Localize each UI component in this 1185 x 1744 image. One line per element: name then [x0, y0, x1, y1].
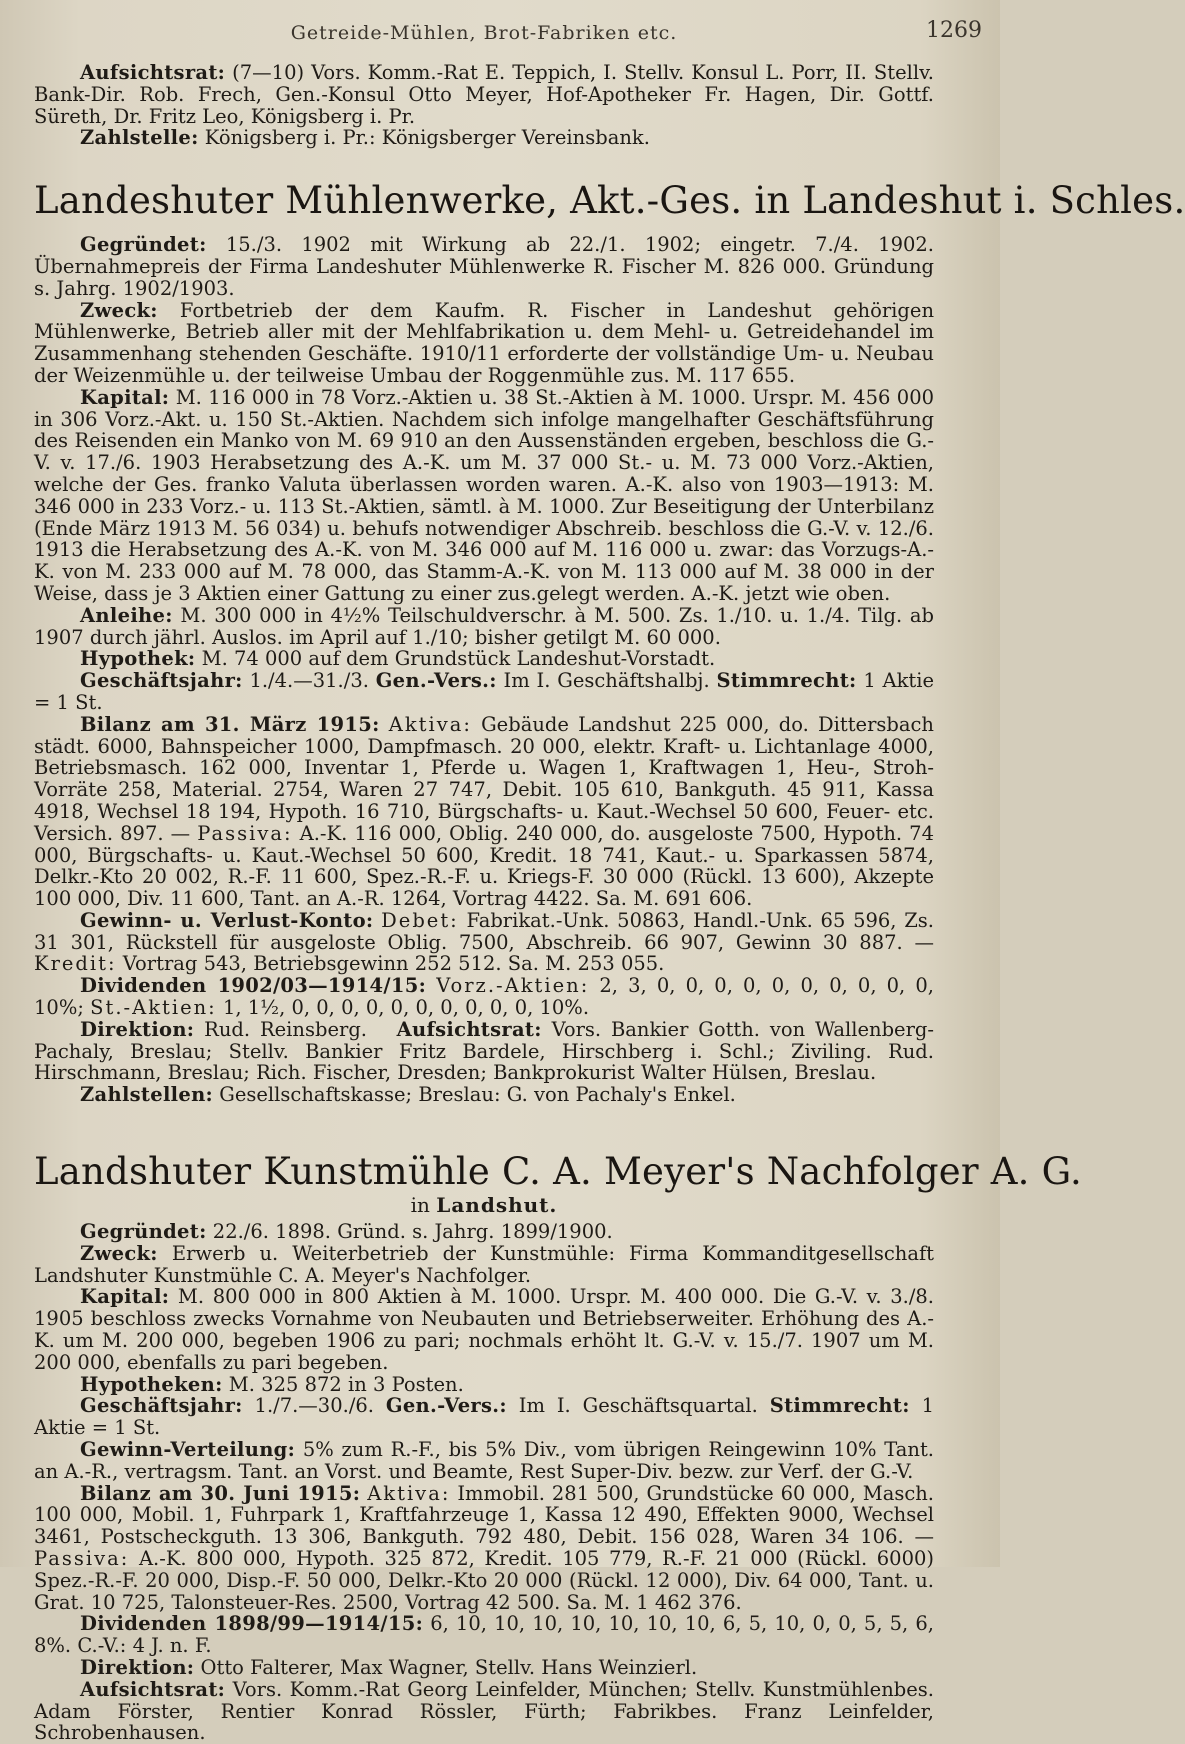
c1-zahlstellen	[34, 1084, 934, 1106]
prev-aufsichtsrat	[34, 62, 934, 127]
label: Zahlstellen:	[80, 1083, 214, 1107]
text: Rud. Reinsberg.	[204, 1017, 367, 1041]
text: Im I. Geschäftshalbj.	[503, 669, 710, 693]
label: Zweck:	[80, 1241, 158, 1265]
text: Gebäude Landshut 225 000, do. Dittersbach städt. 6000, Bahnspeicher 1000, Dampfmasch. 20 000, elektr. Kraft- u. Lichtanlage 4000, Betriebsmasch. 162 000, Inventar 1, Pferde u. Wagen 1, Kraftwagen 1, Heu-, Stroh-Vorräte 258, Material. 2754, Waren 27 747, Debit. 105 610, Bankguth. 45 911, Kassa 4918, Wechsel 18 194, Hypoth. 16 710, Bürgschafts- u. Kaut.-Wechsel 50 600, Feuer- etc. Versich. 897. —	[34, 712, 934, 845]
text: 1, 1½, 0, 0, 0, 0, 0, 0, 0, 0, 0, 0, 10%.	[222, 996, 590, 1020]
text: M. 800 000 in 800 Aktien à M. 1000. Urspr. M. 400 000. Die G.-V. v. 3./8. 1905 beschloss zwecks Vornahme von Neubauten und Betriebserweiter. Erhöhung des A.-K. um M. 200 000, begeben 1906 zu pari; nochmals erhöht lt. G.-V. v. 15./7. 1907 um M. 200 000, ebenfalls zu pari begeben.	[34, 1285, 934, 1374]
c1-direktion	[34, 1019, 934, 1084]
page-number: 1269	[926, 18, 982, 43]
text: Im I. Geschäftsquartal.	[518, 1394, 758, 1418]
label: Gegründet:	[80, 1220, 207, 1244]
c2-gewinn-verteilung	[34, 1439, 934, 1483]
company2-subtitle	[34, 1193, 934, 1217]
prev-zahlstelle	[34, 127, 934, 149]
label: Kapital:	[80, 385, 170, 409]
text: 22./6. 1898. Gründ. s. Jahrg. 1899/1900.	[212, 1220, 613, 1244]
label: Bilanz am 31. März 1915:	[80, 712, 380, 736]
c1-zweck	[34, 300, 934, 387]
text: M. 116 000 in 78 Vorz.-Aktien u. 38 St.-Aktien à M. 1000. Urspr. M. 456 000 in 306 Vorz.-Akt. u. 150 St.-Aktien. Nachdem sich infolge mangelhafter Geschäftsführung des Reisenden ein Manko von M. 69 910 an den Aussenständen ergeben, beschloss die G.-V. v. 17./6. 1903 Herabsetzung des A.-K. um M. 37 000 St.- u. M. 73 000 Vorz.-Aktien, welche der Ges. franko Valuta überlassen worden waren. A.-K. also von 1903—1913: M. 346 000 in 233 Vorz.- u. 113 St.-Aktien, sämtl. à M. 1000. Zur Beseitigung der Unterbilanz (Ende März 1913 M. 56 034) u. behufs notwendiger Abschreib. beschloss die G.-V. v. 12./6. 1913 die Herabsetzung des A.-K. von M. 346 000 auf M. 116 000 u. zwar: das Vorzugs-A.-K. von M. 233 000 auf M. 78 000, das Stamm-A.-K. von M. 113 000 auf M. 38 000 in der Weise, dass je 3 Aktien einer Gattung zu einer zus.gelegt werden. A.-K. jetzt wie oben.	[34, 385, 935, 605]
label: Direktion:	[80, 1656, 195, 1679]
c1-kapital	[34, 387, 934, 605]
label: Aufsichtsrat:	[80, 61, 226, 84]
text: Erwerb u. Weiterbetrieb der Kunstmühle: Firma Kommanditgesellschaft Landshuter Kunstmühle C. A. Meyer's Nachfolger.	[34, 1241, 934, 1287]
text: 15./3. 1902 mit Wirkung ab 22./1. 1902; eingetr. 7./4. 1902. Übernahmepreis der Firma Landeshuter Mühlenwerke R. Fischer M. 826 000. Gründung s. Jahrg. 1902/1903.	[34, 233, 934, 300]
text: Otto Falterer, Max Wagner, Stellv. Hans Weinzierl.	[200, 1656, 698, 1679]
text: 2, 3, 0, 0, 0, 0, 0, 0, 0, 0, 0, 0, 10%;	[34, 974, 934, 1020]
text: Vors. Bankier Gotth. von Wallenberg-Pachaly, Breslau; Stellv. Bankier Fritz Bardele, Hirschberg i. Schl.; Ziviling. Rud. Hirschmann, Breslau; Rich. Fischer, Dresden; Bankprokurist Walter Hülsen, Breslau.	[34, 1017, 934, 1085]
vorz-label: Vorz.-Aktien:	[436, 974, 590, 998]
text: Fortbetrieb der dem Kaufm. R. Fischer in Landeshut gehörigen Mühlenwerke, Betrieb aller mit der Mehlfabrikation u. dem Mehl- u. Getreidehandel im Zusammenhang stehenden Geschäfte. 1910/11 erforderte der vollständige Um- u. Neubau der Weizenmühle u. der teilweise Umbau der Roggenmühle zus. M. 117 655.	[34, 298, 934, 387]
c1-gewinn-verlust	[34, 910, 934, 975]
text: M. 325 872 in 3 Posten.	[228, 1372, 464, 1396]
label: Gewinn- u. Verlust-Konto:	[80, 908, 374, 932]
label: Kapital:	[80, 1285, 170, 1309]
text: 1./4.—31./3.	[249, 669, 369, 693]
c1-dividenden	[34, 975, 934, 1019]
debet-label: Debet:	[381, 908, 459, 932]
text: 1 Aktie = 1 St.	[34, 669, 935, 714]
label: Gewinn-Verteilung:	[80, 1438, 296, 1462]
c2-gegruendet	[34, 1221, 934, 1243]
c1-hypothek	[34, 648, 934, 670]
kredit-label: Kredit:	[34, 952, 117, 976]
subtitle-place: Landshut.	[436, 1193, 558, 1218]
label: Dividenden 1902/03—1914/15:	[80, 974, 427, 998]
c1-bilanz	[34, 714, 934, 910]
text: 1./7.—30./6.	[254, 1394, 374, 1418]
label: Direktion:	[80, 1017, 195, 1041]
c2-kapital	[34, 1286, 934, 1373]
c2-zweck	[34, 1243, 934, 1287]
c2-direktion	[34, 1657, 934, 1679]
label: Zahlstelle:	[80, 126, 199, 150]
running-title: Getreide-Mühlen, Brot-Fabriken etc.	[290, 22, 678, 44]
text: Vortrag 543, Betriebsgewinn 252 512. Sa. M. 253 055.	[122, 952, 665, 976]
text: A.-K. 116 000, Oblig. 240 000, do. ausgeloste 7500, Hypoth. 74 000, Bürgschafts- u. Kaut.-Wechsel 50 600, Kredit. 18 741, Kaut.- u. Sparkassen 5874, Delkr.-Kto 20 002, R.-F. 11 600, Spez.-R.-F. u. Kriegs-F. 30 000 (Rückl. 13 600), Akzepte 100 000, Div. 11 600, Tant. an A.-R. 1264, Vortrag 4422. Sa. M. 691 606.	[34, 821, 934, 911]
label: Gegründet:	[80, 233, 207, 257]
company1-title: Landeshuter Mühlenwerke, Akt.-Ges. in Landeshut i. Schles.	[34, 179, 1185, 223]
label: Geschäftsjahr:	[80, 669, 243, 693]
label: Gen.-Vers.:	[375, 669, 497, 693]
text: M. 74 000 auf dem Grundstück Landeshut-Vorstadt.	[201, 647, 716, 671]
text: Königsberg i. Pr.: Königsberger Vereinsbank.	[204, 126, 650, 150]
text: (7—10) Vors. Komm.-Rat E. Teppich, I. Stellv. Konsul L. Porr, II. Stellv. Bank-Dir. Rob. Frech, Gen.-Konsul Otto Meyer, Hof-Apotheker Fr. Hagen, Dir. Gottf. Süreth, Dr. Fritz Leo, Königsberg i. Pr.	[34, 61, 934, 128]
aktiva-label: Aktiva:	[367, 1481, 451, 1505]
company2-title: Landshuter Kunstmühle C. A. Meyer's Nachfolger A. G.	[34, 1150, 1082, 1194]
c1-gegruendet	[34, 234, 934, 299]
text: A.-K. 800 000, Hypoth. 325 872, Kredit. 105 779, R.-F. 21 000 (Rückl. 6000) Spez.-R.-F. 20 000, Disp.-F. 50 000, Delkr.-Kto 20 000 (Rückl. 12 000), Div. 64 000, Tant. u. Grat. 10 725, Talonsteuer-Res. 2500, Vortrag 42 500. Sa. M. 1 462 376.	[34, 1547, 934, 1614]
st-label: St.-Aktien:	[90, 996, 217, 1020]
label: Stimmrecht:	[716, 669, 857, 693]
subtitle-prefix: in	[410, 1193, 430, 1218]
aktiva-label: Aktiva:	[388, 712, 472, 736]
text: Immobil. 281 500, Grundstücke 60 000, Masch. 100 000, Mobil. 1, Fuhrpark 1, Kraftfahrzeuge 1, Kassa 12 490, Effekten 9000, Wechsel 3461, Postscheckguth. 13 306, Bankguth. 792 480, Debit. 156 028, Waren 34 106. —	[34, 1481, 935, 1549]
c2-hypotheken	[34, 1374, 934, 1396]
label: Stimmrecht:	[769, 1394, 910, 1418]
text: 5% zum R.-F., bis 5% Div., vom übrigen Reingewinn 10% Tant. an A.-R., vertragsm. Tant. an Vorst. und Beamte, Rest Super-Div. bezw. zur Verf. der G.-V.	[34, 1438, 934, 1483]
text: 6, 10, 10, 10, 10, 10, 10, 10, 6, 5, 10, 0, 0, 5, 5, 6, 8%. C.-V.: 4 J. n. F.	[34, 1612, 934, 1658]
passiva-label: Passiva:	[34, 1547, 130, 1571]
c2-dividenden	[34, 1613, 934, 1657]
label: Zweck:	[80, 298, 158, 322]
label: Aufsichtsrat:	[396, 1017, 542, 1041]
c2-bilanz	[34, 1483, 934, 1614]
text: Gesellschaftskasse; Breslau: G. von Pachaly's Enkel.	[219, 1083, 736, 1107]
label: Hypotheken:	[80, 1372, 223, 1396]
c1-anleihe	[34, 605, 934, 649]
text: M. 300 000 in 4½% Teilschuldverschr. à M. 500. Zs. 1./10. u. 1./4. Tilg. ab 1907 durch jährl. Auslos. im April auf 1./10; bisher getilgt M. 60 000.	[34, 603, 934, 649]
c2-geschaeftsjahr	[34, 1395, 934, 1439]
label: Gen.-Vers.:	[385, 1394, 507, 1418]
c2-aufsichtsrat	[34, 1679, 934, 1744]
label: Geschäftsjahr:	[80, 1394, 243, 1418]
label: Bilanz am 30. Juni 1915:	[80, 1481, 361, 1505]
label: Anleihe:	[80, 603, 173, 627]
text: 1 Aktie = 1 St.	[34, 1394, 935, 1440]
running-head	[34, 0, 982, 62]
label: Aufsichtsrat:	[80, 1677, 226, 1701]
passiva-label: Passiva:	[197, 821, 293, 845]
text: Fabrikat.-Unk. 50863, Handl.-Unk. 65 596, Zs. 31 301, Rückstell für ausgeloste Oblig. 7500, Abschreib. 66 907, Gewinn 30 887. —	[34, 908, 934, 954]
label: Dividenden 1898/99—1914/15:	[80, 1612, 424, 1636]
c1-geschaeftsjahr	[34, 670, 934, 714]
label: Hypothek:	[80, 647, 196, 671]
text: Vors. Komm.-Rat Georg Leinfelder, München; Stellv. Kunstmühlenbes. Adam Förster, Rentier Konrad Rössler, Fürth; Fabrikbes. Franz Leinfelder, Schrobenhausen.	[34, 1677, 934, 1744]
